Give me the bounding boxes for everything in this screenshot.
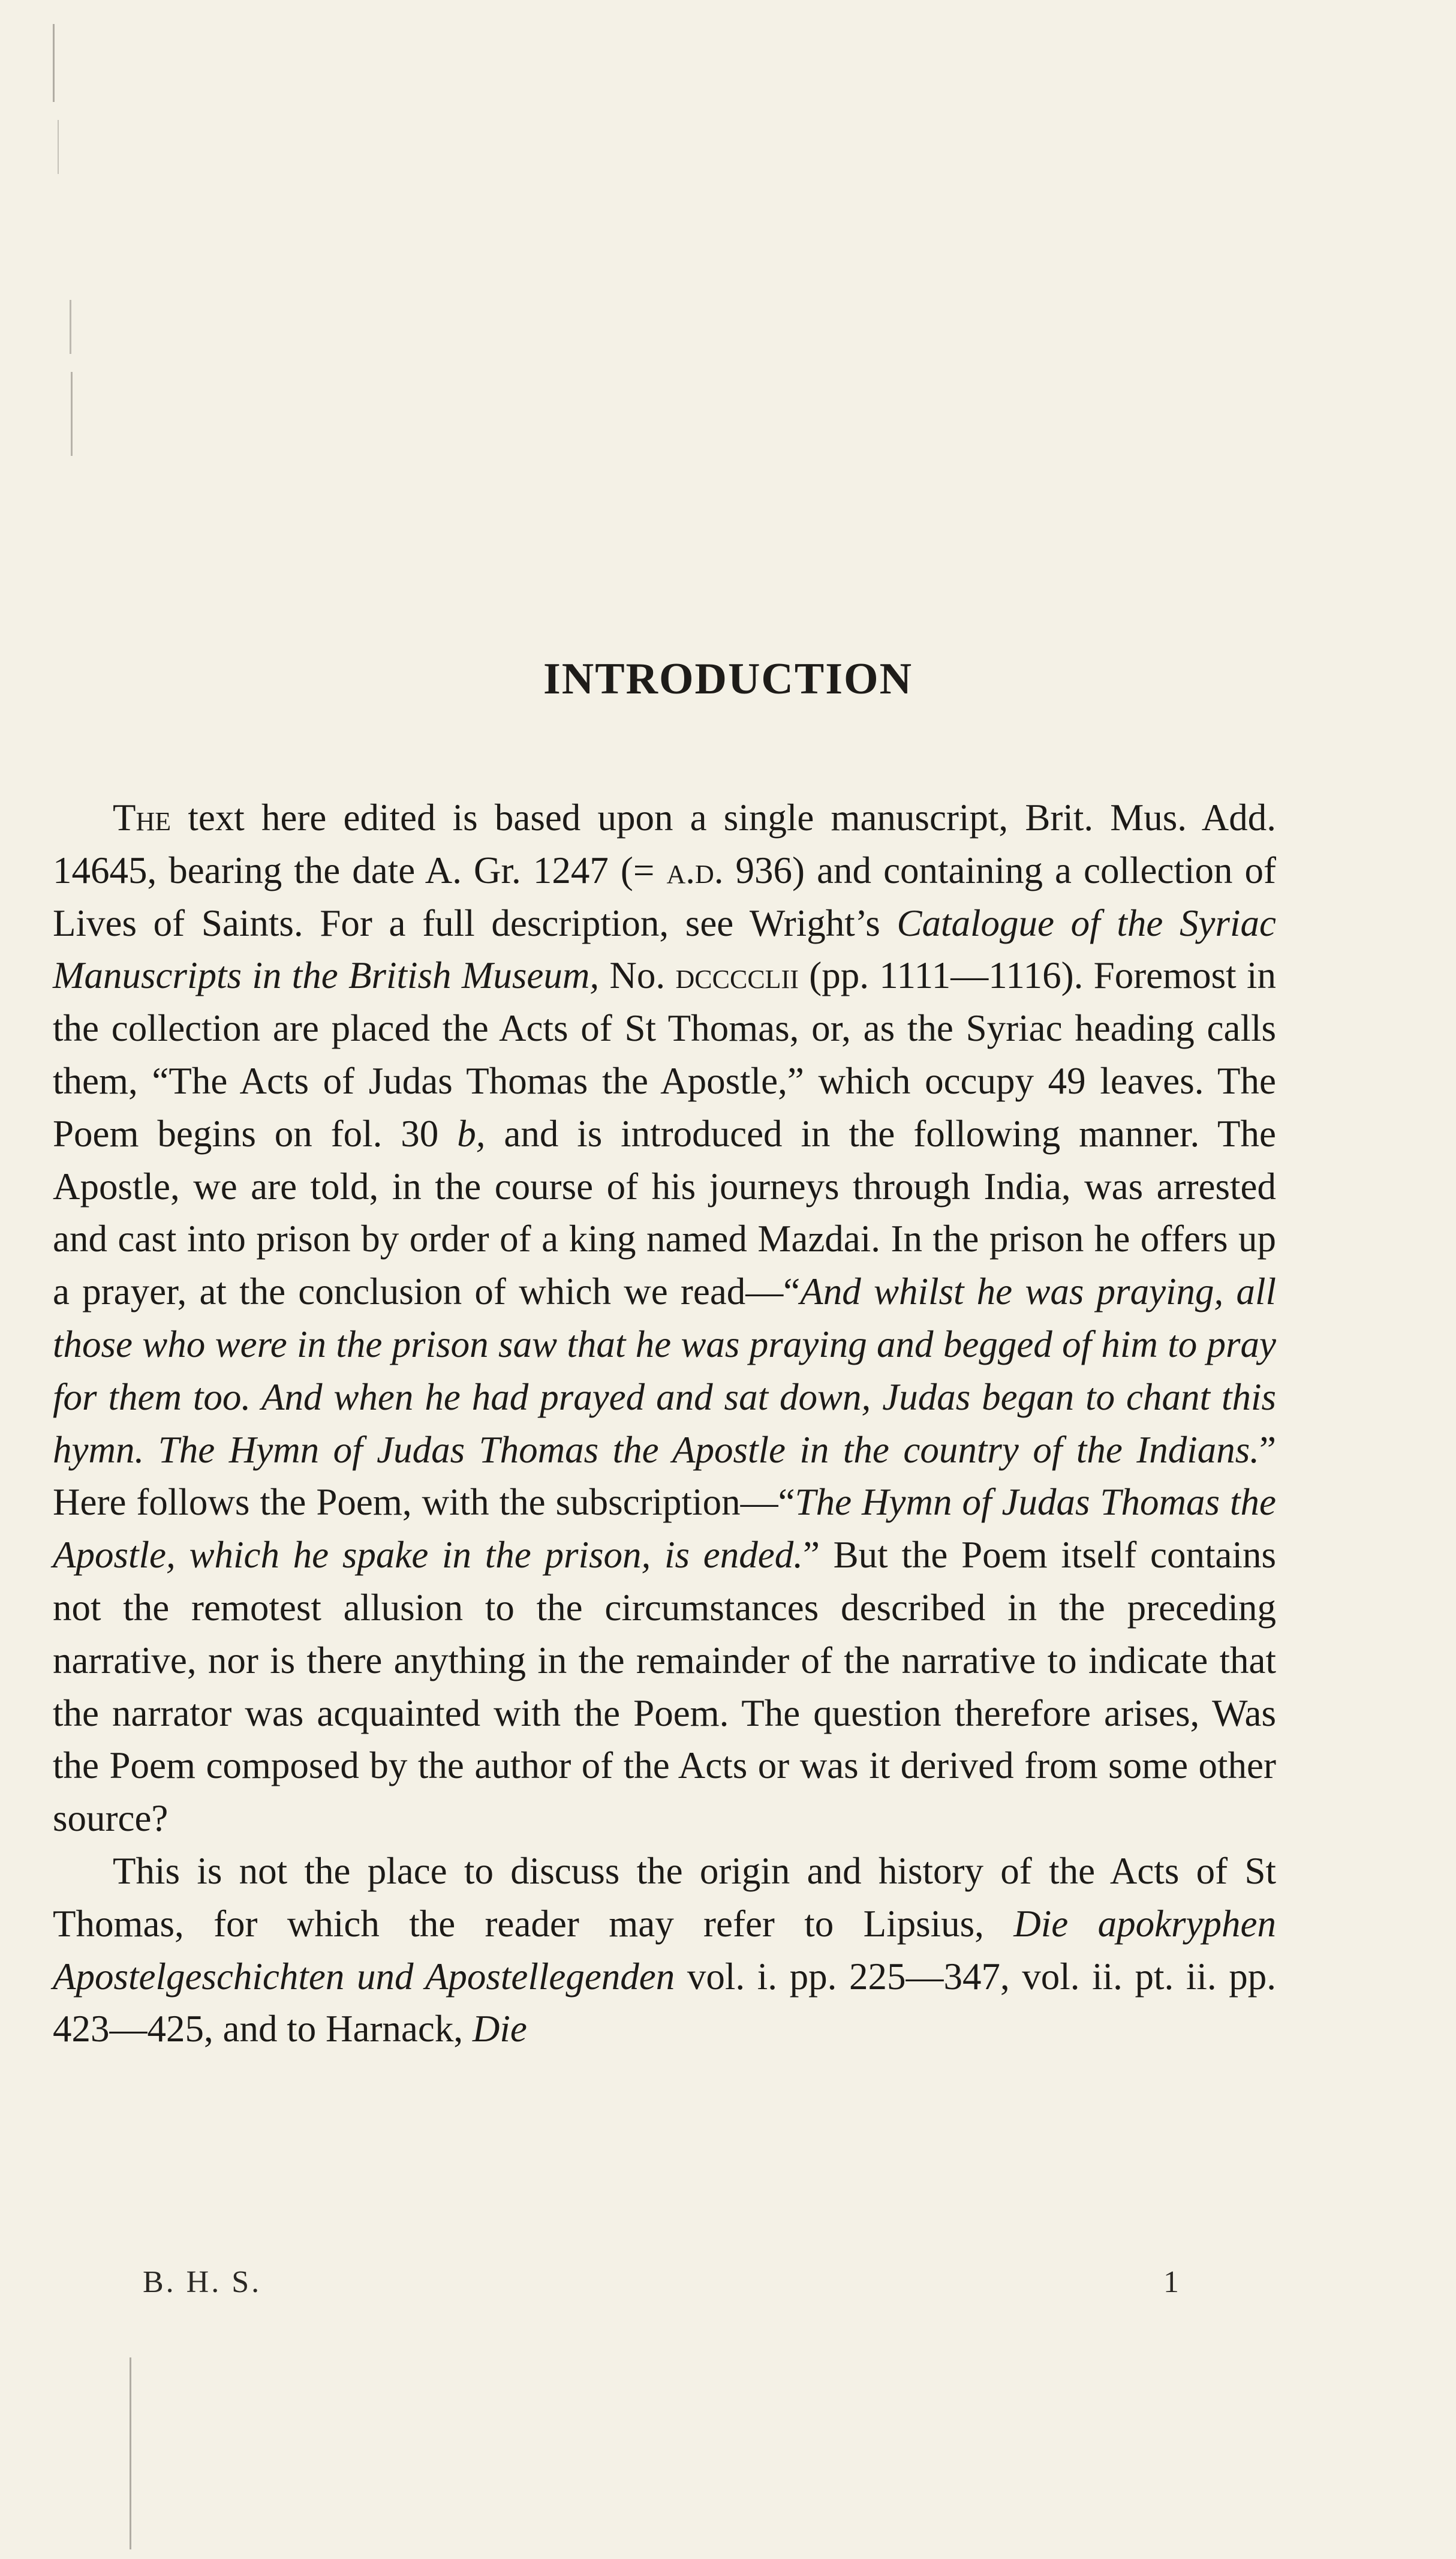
catalogue-title: Catalogue of the Syriac Manuscripts in the British Museum, [53, 902, 1276, 997]
text-segment: b, [457, 1112, 486, 1155]
text-segment: text here edited is based upon a single manuscript, Brit. Mus. Add. 14645, bearing the date A. Gr. 1247 (= [53, 797, 1276, 891]
signature-mark: B. H. S. [143, 2265, 262, 2299]
text-segment: 936) and containing a collection of Lives of Saints. For a full description, see Wright’s [53, 849, 1276, 944]
scan-edge-mark [53, 24, 55, 102]
quotation: And whilst he was praying, all those who were in the prison saw that he was praying and begged of him to pray for them too. And when he had prayed and sat down, Judas began to chant this hymn. The Hymn of Judas Thomas the Apostle in the country of the Indians. [53, 1271, 1276, 1471]
scan-edge-mark [58, 120, 59, 174]
text-segment: This is not the place to discuss the origin and history of the Acts of St Thomas, for which the reader may refer to Lipsius, [53, 1849, 1276, 1945]
text-segment: a.d. [666, 849, 724, 891]
paragraph-2 [53, 1845, 1276, 2056]
text-segment: vol. i. pp. 225—347, vol. ii. pt. ii. pp. 423—425, and to Harnack, [53, 1955, 1276, 2050]
quotation: The Hymn of Judas Thomas the Apostle, which he spake in the prison, is ended. [53, 1481, 1276, 1576]
text-segment: ” But the Poem itself contains not the remotest allusion to the circumstances described in the preceding narrative, nor is there anything in the remainder of the narrative to indicate that the narrator was acquainted with the Poem. The question therefore arises, Was the Poem composed by the author of the Acts or was it derived from some other source? [53, 1534, 1277, 1840]
scan-edge-mark [71, 372, 73, 456]
scan-edge-mark [70, 300, 71, 354]
text-segment: The [113, 797, 172, 839]
text-segment: Die [472, 2008, 527, 2050]
scan-edge-mark [130, 2357, 131, 2549]
text-segment: (pp. 1111—1116). Foremost in the collection are placed the Acts of St Thomas, or, as the Syriac heading calls them, “The Acts of Judas Thomas the Apostle,” which occupy 49 leaves. The Poem begins on fol. 30 [53, 954, 1277, 1155]
page-footer [0, 2264, 1456, 2312]
introduction-text [53, 792, 1276, 2056]
book-title: Die apokryphen Apostelgeschichten und Apostellegenden [53, 1902, 1276, 1998]
page-title: INTRODUCTION [543, 654, 913, 704]
text-segment: and is introduced in the following manner. The Apostle, we are told, in the course of his journeys through India, was arrested and cast into prison by order of a king named Mazdai. In the prison he offers up a prayer, at the conclusion of which we read—“ [53, 1112, 1276, 1313]
page-number: 1 [1163, 2265, 1179, 2299]
paragraph-1 [53, 792, 1276, 1845]
text-segment: No. [599, 954, 676, 997]
catalogue-number: dcccclii [675, 954, 799, 997]
text-segment: ” Here follows the Poem, with the subscription—“ [53, 1428, 1276, 1524]
